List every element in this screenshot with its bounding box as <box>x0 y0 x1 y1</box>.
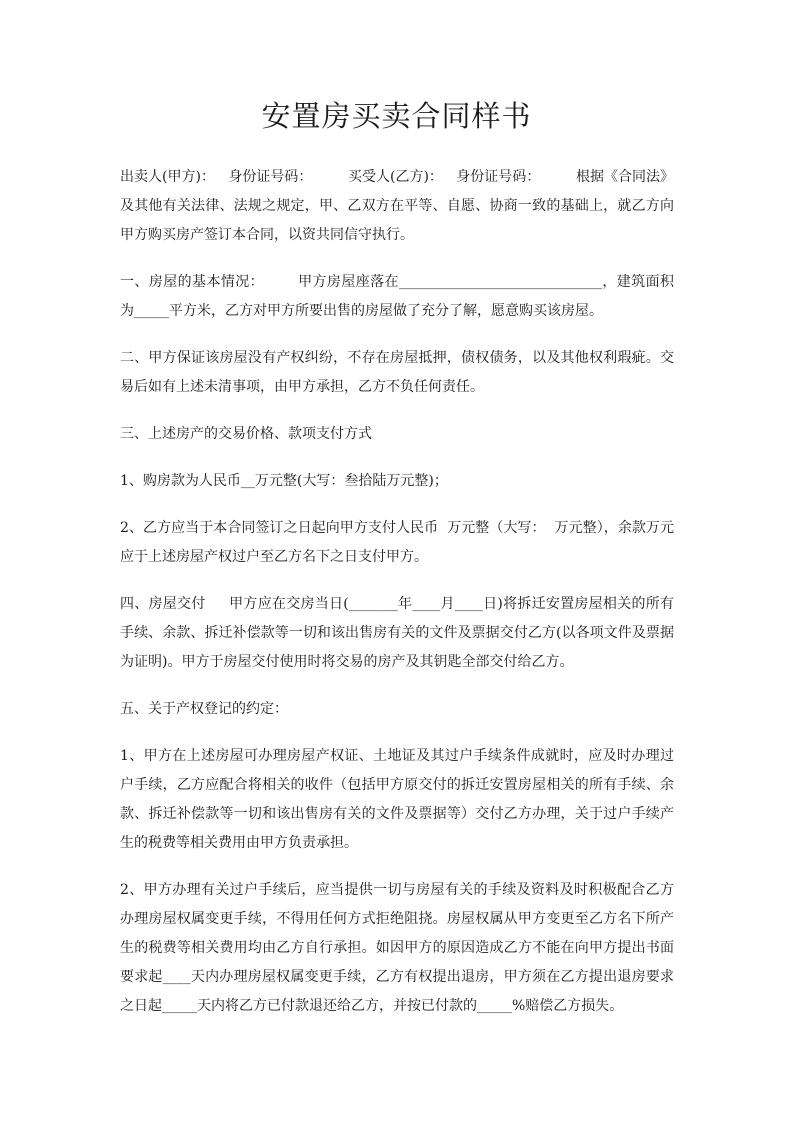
paragraph-house-info: 一、房屋的基本情况： 甲方房屋座落在_____________________________，建筑面积为_____平方米，乙方对甲方所要出售的房屋做了充分了解，愿意购买该房屋。 <box>120 274 674 319</box>
document-body <box>120 163 674 1039</box>
paragraph-parties: 出卖人(甲方)： 身份证号码： 买受人(乙方)： 身份证号码： 根据《合同法》及其他有关法律、法规之规定，甲、乙双方在平等、自愿、协商一致的基础上，就乙方向甲方购买房产签订本合同，以资共同信守执行。 <box>120 169 674 243</box>
paragraph-registration-heading: 五、关于产权登记的约定： <box>120 701 288 717</box>
paragraph-price-2: 2、乙方应当于本合同签订之日起向甲方支付人民币 万元整（大写： 万元整），余款万元应于上述房屋产权过户至乙方名下之日支付甲方。 <box>120 520 674 565</box>
paragraph-guarantee: 二、甲方保证该房屋没有产权纠纷，不存在房屋抵押，债权债务，以及其他权利瑕疵。交易后如有上述未清事项，由甲方承担，乙方不负任何责任。 <box>120 350 674 395</box>
document-title: 安置房买卖合同样书 <box>261 99 532 133</box>
paragraph-delivery: 四、房屋交付 甲方应在交房当日(_______年____月____日)将拆迁安置房屋相关的所有手续、余款、拆迁补偿款等一切和该出售房有关的文件及票据交付乙方(以各项文件及票据为证明)。甲方于房屋交付使用时将交易的房产及其钥匙全部交付给乙方。 <box>120 596 674 670</box>
paragraph-price-heading: 三、上述房产的交易价格、款项支付方式 <box>120 426 372 442</box>
paragraph-registration-2: 2、甲方办理有关过户手续后，应当提供一切与房屋有关的手续及资料及时积极配合乙方办理房屋权属变更手续，不得用任何方式拒绝阻挠。房屋权属从甲方变更至乙方名下所产生的税费等相关费用均由乙方自行承担。如因甲方的原因造成乙方不能在向甲方提出书面要求起____天内办理房屋权属变更手续，乙方有权提出退房，甲方须在乙方提出退房要求之日起_____天内将乙方已付款退还给乙方，并按已付款的_____%赔偿乙方损失。 <box>120 882 674 1014</box>
paragraph-price-1: 1、购房款为人民币__万元整(大写：叁拾陆万元整)； <box>120 473 448 489</box>
paragraph-registration-1: 1、甲方在上述房屋可办理房屋产权证、土地证及其过户手续条件成就时，应及时办理过户手续，乙方应配合将相关的收件（包括甲方原交付的拆迁安置房屋相关的所有手续、余款、拆迁补偿款等一切和该出售房有关的文件及票据等）交付乙方办理，关于过户手续产生的税费等相关费用由甲方负责承担。 <box>120 748 674 851</box>
